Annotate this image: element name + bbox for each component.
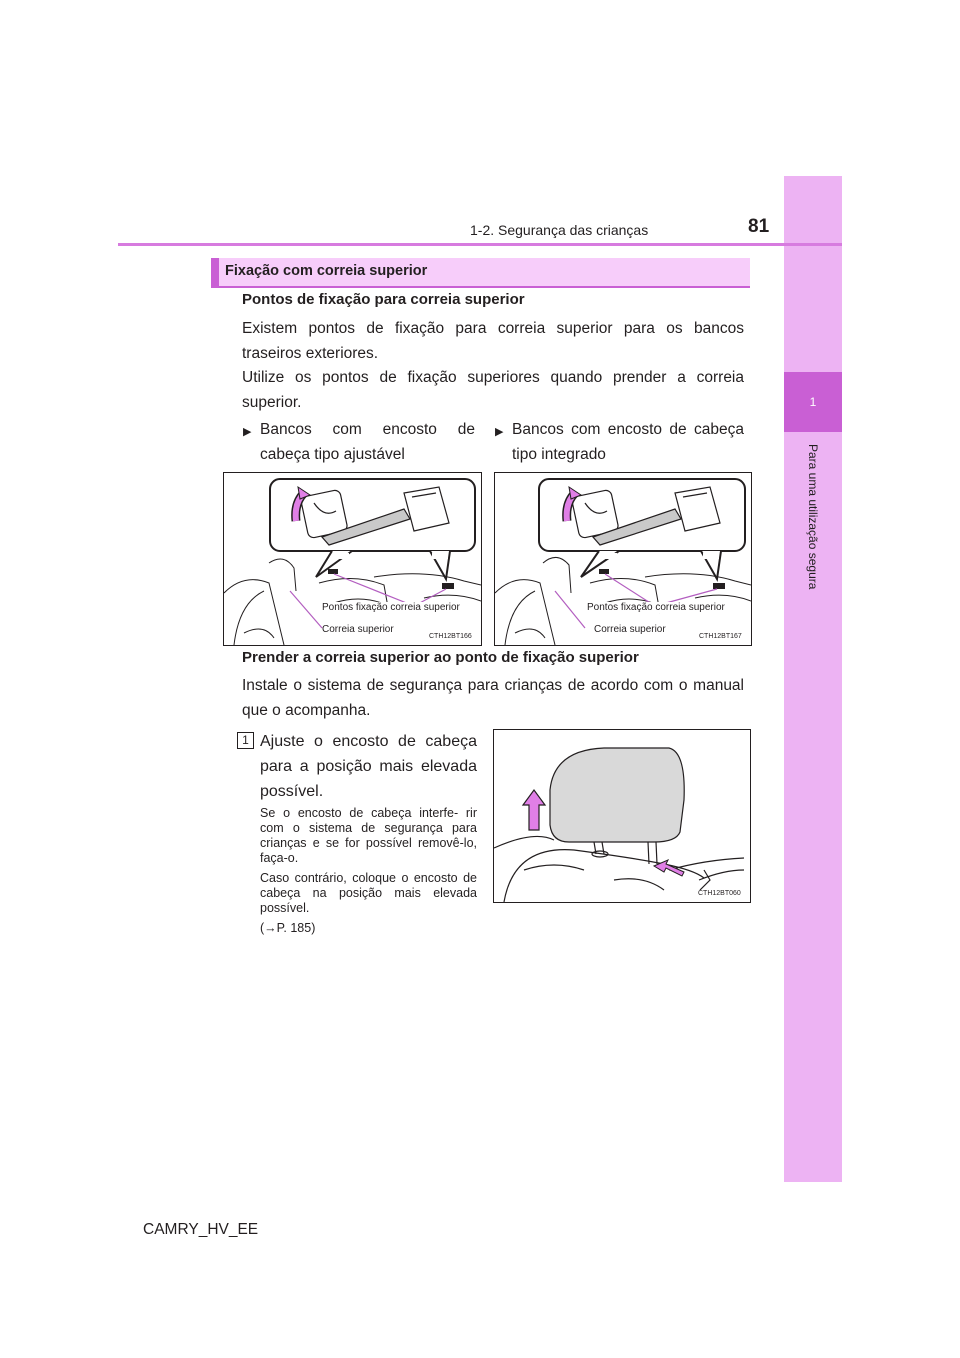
step-1-note-2: Caso contrário, coloque o encosto de cabeça na posição mais elevada possível. <box>260 871 477 915</box>
figure-code-step1: CTH12BT060 <box>698 890 741 897</box>
section-breadcrumb: 1-2. Segurança das crianças <box>470 222 649 238</box>
anchor-heading: Pontos de fixação para correia superior <box>242 291 525 308</box>
header-rule <box>118 243 842 246</box>
figure-integrated-headrest <box>494 472 752 646</box>
anchor-paragraph-1: Existem pontos de fixação para correia superior para os bancos traseiros exteriores. <box>242 320 744 362</box>
variant-left-label: Bancos com encosto de cabeça tipo ajustável <box>260 421 475 463</box>
step-1-page-ref: (→P. 185) <box>260 921 316 935</box>
footer-model: CAMRY_HV_EE <box>143 1221 259 1238</box>
section-header-underline <box>211 286 750 288</box>
chapter-number: 1 <box>784 372 842 432</box>
chapter-title <box>784 432 842 732</box>
section-title: Fixação com correia superior <box>225 263 428 279</box>
figure-headrest-raise <box>493 729 751 903</box>
attach-paragraph: Instale o sistema de segurança para crianças de acordo com o manual que o acompanha. <box>242 677 744 719</box>
illustration-headrest-raise <box>494 730 750 902</box>
bullet-triangle-icon: ▶ <box>495 426 504 438</box>
step-1-text: Ajuste o encosto de cabeça para a posição mais elevada possível. <box>260 733 477 800</box>
section-header-bar <box>211 258 219 286</box>
variant-right-label: Bancos com encosto de cabeça tipo integrado <box>512 421 744 463</box>
figure-code-left: CTH12BT166 <box>429 633 472 640</box>
illustration-integrated-headrest <box>495 473 751 645</box>
section-header <box>211 258 750 286</box>
anchor-paragraph-2: Utilize os pontos de fixação superiores quando prender a correia superior. <box>242 369 744 411</box>
step-1-note-1: Se o encosto de cabeça interfe- rir com o sistema de segurança para crianças e se for possível removê-lo, faça-o. <box>260 806 477 865</box>
callout-strap-right: Correia superior <box>594 624 666 635</box>
illustration-adjustable-headrest <box>224 473 481 645</box>
attach-heading: Prender a correia superior ao ponto de fixação superior <box>242 649 639 666</box>
chapter-title-text: Para uma utilização segura <box>806 444 820 590</box>
callout-strap-left: Correia superior <box>322 624 394 635</box>
page-number: 81 <box>748 216 770 237</box>
bullet-triangle-icon: ▶ <box>243 426 252 438</box>
step-number: 1 <box>237 732 254 749</box>
callout-anchor-points-right: Pontos fixação correia superior <box>587 602 725 613</box>
figure-code-right: CTH12BT167 <box>699 633 742 640</box>
callout-anchor-points-left: Pontos fixação correia superior <box>322 602 460 613</box>
figure-adjustable-headrest <box>223 472 482 646</box>
